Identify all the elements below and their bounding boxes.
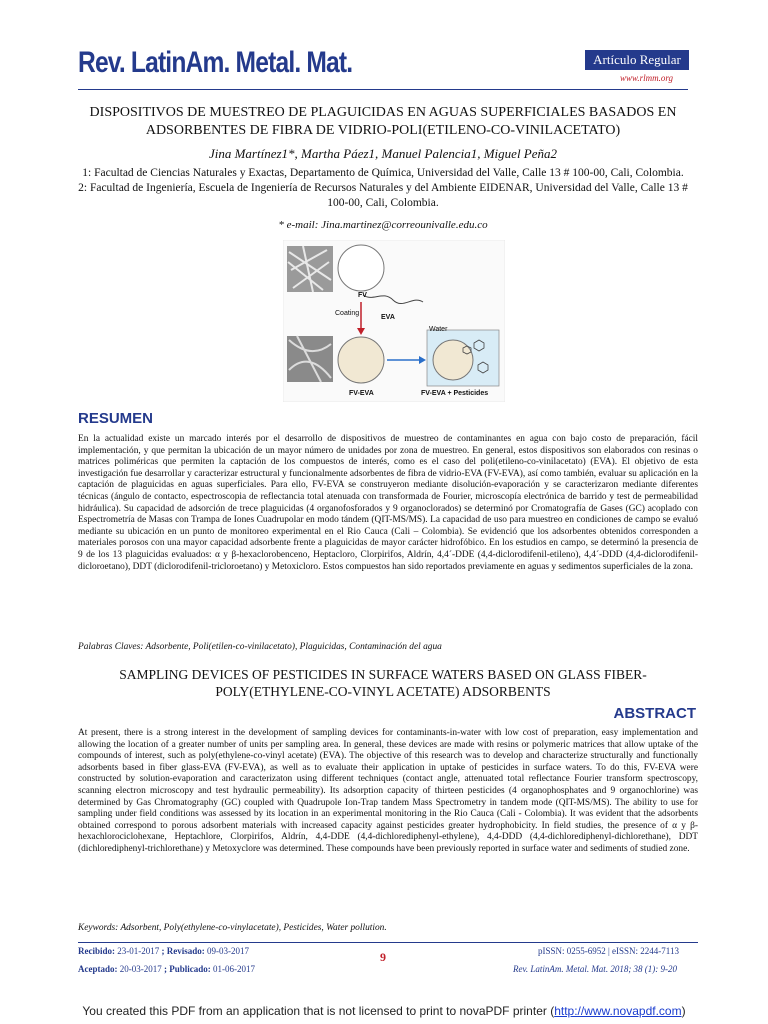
contact-email[interactable]: * e-mail: Jina.martinez@correounivalle.edu.co (278, 219, 488, 231)
article-type-badge: Artículo Regular (585, 50, 689, 70)
recibido-label: Recibido: (78, 946, 115, 956)
revisado-date: 09-03-2017 (207, 946, 249, 956)
aceptado-date: 20-03-2017 (119, 964, 162, 974)
publicado-label: ; Publicado: (164, 964, 211, 974)
watermark-text: You created this PDF from an application that is not licensed to print to novaPDF printer ( (82, 1004, 555, 1018)
publicado-date: 01-06-2017 (213, 964, 256, 974)
dates-line-1 (78, 946, 249, 956)
citation: Rev. LatinAm. Metal. Mat. 2018; 38 (1): 9-20 (513, 964, 678, 974)
resumen-text: En la actualidad existe un marcado interés por el desarrollo de dispositivos de muestreo de contaminantes en agua con bajo costo de preparación, fácil implementación, y que permitan la ubicación de un mayor número de unidades por zona de muestreo. En general, estos dispositivos son elaborados con resinas o matrices poliméricas que permiten la captación de los compuestos de interés, como es el caso del poli(etileno-co-vinilacetato) (EVA). El objetivo de esta investigación fue desarrollar y caracterizar estructural y funcionalmente adsorbentes de fibra de vidrio-EVA (FV-EVA), así como también, evaluar su aplicación en la captación de plaguicidas en aguas superficiales. Para ello, FV-EVA se construyeron mediante disolución-evaporación y se caracterizaron mediante diferentes técnicas (ángulo de contacto, espectroscopia de reflectancia total atenuada con transformada de Fourier, microscopía electrónica de barrido y test de permeabilidad hidráulica). Su capacidad de adsorción de trece plaguicidas (4 organofosforados y 9 organoclorados) se determinó por Cromatografía de Gases (GC) acoplado con Espectrometría de Masas con Trampa de Iones Cuadrupolar en modo tándem (QIT-MS/MS). La capacidad de uso para muestreo en condiciones de campo se evaluó mediante su ubicación en un punto de monitoreo experimental en el Rio Cauca (Cali – Colombia). Se evidenció que los adsorbentes obtenidos corresponden a materiales porosos con una mayor capacidad adsorbente frente a plaguicidas de mayor carácter hidrofóbico. En los estudios en campo, se determinó la presencia de 9 de los 13 plaguicidas evaluados: α y β-hexaclorobenceno, Heptacloro, Clorpirifos, Aldrín, 4,4´-DDE (4,4-diclorodifenil-etileno), 4,4´-DDD (4,4-diclorodifenil-dicloroetano), DDT (diclorodifenil-tricloroetano) y Metoxicloro. Estos compuestos han sido reportados previamente en aguas y sedimentos superficiales de la zona. (78, 434, 698, 572)
header-rule (78, 89, 688, 90)
novapdf-watermark (0, 1004, 768, 1018)
page-number: 9 (380, 950, 386, 964)
footer-rule (78, 942, 698, 943)
label-fv: FV (358, 292, 367, 299)
affiliations: 1: Facultad de Ciencias Naturales y Exactas, Departamento de Química, Universidad del Valle, Calle 13 # 100-00, Cali, Colombia. 2: Facultad de Ingeniería, Escuela de Ingeniería de Recursos Naturales y del Ambiente EIDENAR, Universidad del Valle, Calle 13 # 100-00, Cali, Colombia. (78, 167, 688, 209)
abstract-keywords: Keywords: Adsorbent, Poly(ethylene-co-vinylacetate), Pesticides, Water pollution. (78, 923, 387, 933)
novapdf-link[interactable]: http://www.novapdf.com (554, 1004, 682, 1018)
aceptado-label: Aceptado: (78, 964, 118, 974)
fv-eva-disc (338, 337, 384, 383)
abstract-text: At present, there is a strong interest in the development of sampling devices for contaminants-in-water with low cost of preparation, easy implementation and allowing the location of a greater number of units per sampling area. In general, these devices are made with resins or polymeric matrices that allow uptake of the compounds of interest, such as poly(ethylene-co-vinyl acetate) (EVA). The objective of this research was to develop and characterize structurally and functionally adsorbents based in fiber glass-EVA (FV-EVA), as well as to evaluate their application in uptake of pesticides in surface waters. To do this, FV-EVA were constructed by solution-evaporation and caracterizaton using different techniques (contact angle, attenuated total reflectance Fourier transform spectroscopy, scanning electron microscopy and test hydraulic permeability). Its adsorption capacity of thirteen pesticides (4 organophosphates and 9 organochlorine) was determined by Gas Chromatography (GC) coupled with Quadrupole Ion-Trap tandem Mass Spectrometry in tandem mode (QIT-MS/MS). The ability to use for sampling under field conditions was assessed by its location in an experimental monitoring in the Rio Cauca (Cali - Colombia). It was evident that the adsorbents obtained correspond to porous adsorbent materials with increased capacity against pesticides greater hydrophobicity. In field studies, the presence of α y β-hexachlorociclohexane, Heptachlore, Clorpirifos, Aldrín, 4,4-DDE (4,4-dichlorediphenyl-ethylene), 4,4-DDD (4,4-dichlorediphenyl-dichlorethane), DDT (dichlorediphenyl-trichlorethane) y Metoxyclore was determined. These compounds have been previously reported in surface water and sediments of studied zone. (78, 728, 698, 854)
dates-line-2 (78, 964, 255, 974)
recibido-date: 23-01-2017 (117, 946, 160, 956)
watermark-close: ) (681, 1004, 686, 1018)
resumen-heading: RESUMEN (78, 410, 154, 427)
paper-title-es: DISPOSITIVOS DE MUESTREO DE PLAGUICIDAS EN AGUAS SUPERFICIALES BASADOS EN ADSORBENTES DE FIBRA DE VIDRIO-POLI(ETILENO-CO-VINILACETATO) (89, 105, 677, 138)
graphical-abstract-svg (283, 240, 505, 402)
label-water: Water (429, 326, 448, 333)
abstract-heading: ABSTRACT (613, 705, 696, 722)
label-coating: Coating (335, 310, 360, 317)
label-fv-eva: FV-EVA (349, 390, 374, 397)
label-eva: EVA (381, 314, 395, 321)
revisado-label: ; Revisado: (161, 946, 205, 956)
journal-title: Rev. LatinAm. Metal. Mat. (78, 46, 353, 79)
issn: pISSN: 0255-6952 | eISSN: 2244-7113 (538, 946, 679, 956)
graphical-abstract (283, 240, 505, 402)
authors: Jina Martínez1*, Martha Páez1, Manuel Palencia1, Miguel Peña2 (208, 146, 558, 161)
resumen-keywords: Palabras Claves: Adsorbente, Poli(etilen-co-vinilacetato), Plaguicidas, Contaminación del agua (78, 642, 442, 652)
label-fv-eva-pesticides: FV-EVA + Pesticides (421, 390, 489, 397)
journal-website[interactable]: www.rlmm.org (620, 73, 674, 83)
fv-disc (338, 245, 384, 291)
paper-title-en: SAMPLING DEVICES OF PESTICIDES IN SURFACE WATERS BASED ON GLASS FIBER-POLY(ETHYLENE-CO-VINYL ACETATE) ADSORBENTS (119, 667, 647, 699)
